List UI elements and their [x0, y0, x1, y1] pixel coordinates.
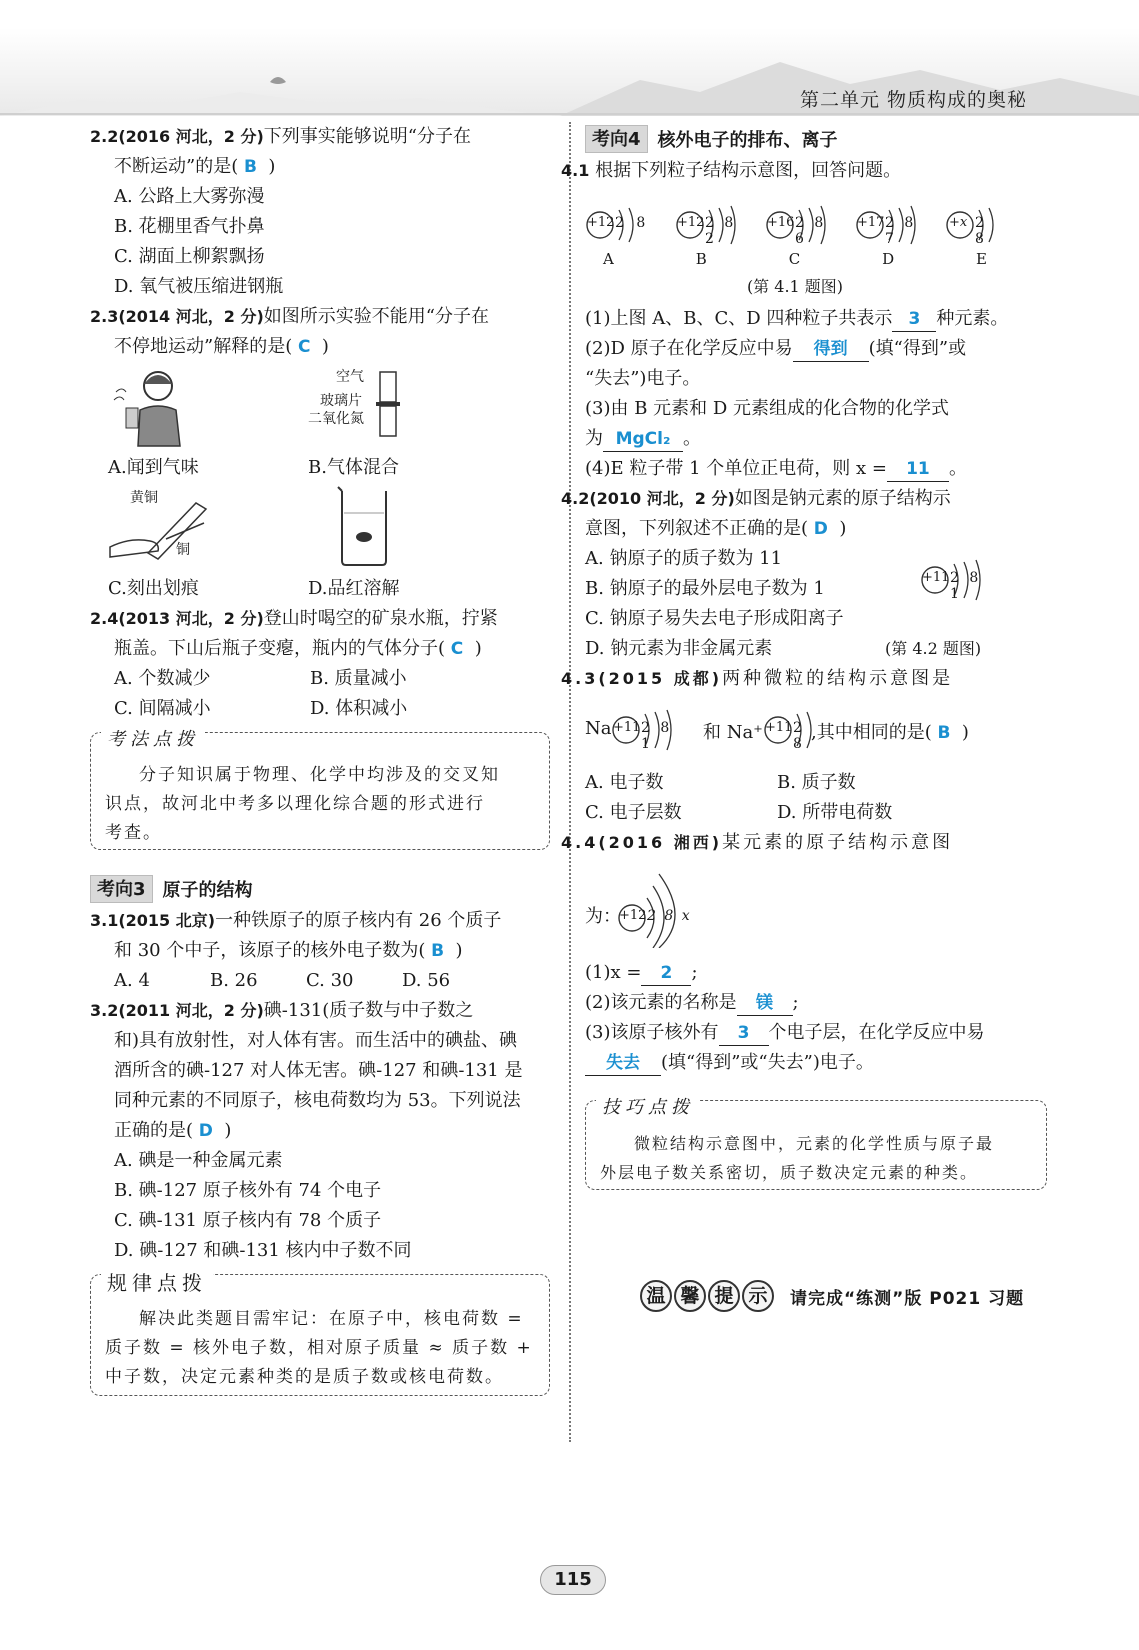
answer-blank: 2	[641, 961, 691, 986]
option: D. 所带电荷数	[777, 802, 893, 823]
atom-diagram	[855, 200, 935, 250]
sub-question: (3)由 B 元素和 D 元素组成的化合物的化学式	[585, 398, 950, 419]
option: B. 质子数	[777, 772, 856, 793]
sub-question: (3)该原子核外有	[585, 1022, 719, 1043]
sub-question: 。	[683, 428, 701, 449]
atom-diagram-x	[617, 862, 727, 948]
tip-line: 微粒结构示意图中，元素的化学性质与原子最	[634, 1134, 995, 1153]
answer-mark: C	[297, 337, 311, 357]
option: C. 30	[306, 970, 354, 991]
question-number: 3.1	[90, 911, 119, 930]
question-number: 2.2	[90, 127, 119, 146]
tip-line: 分子知识属于物理、化学中均涉及的交叉知	[139, 765, 500, 785]
option: B. 质量减小	[310, 668, 407, 689]
sub-question: ;	[691, 962, 698, 983]
question-source: (2015 北京)	[118, 911, 216, 930]
image-dissolve	[308, 483, 508, 574]
option-row	[90, 966, 550, 996]
q4-4-line1	[561, 828, 1047, 858]
reminder-chip: 温	[640, 1280, 672, 1312]
question-number: 4.1	[561, 161, 590, 180]
answer-mark: D	[198, 1121, 213, 1141]
atom-diagram	[675, 200, 755, 250]
nucleus-charge: +12	[619, 908, 647, 923]
option: A. 电子数	[585, 772, 664, 793]
option: D. 钠元素为非金属元素	[585, 638, 773, 659]
question-stem: 不停地运动”解释的是(	[114, 336, 293, 357]
question-number: 4.3	[561, 669, 599, 688]
option: D. 体积减小	[310, 698, 408, 719]
shell-electrons: 2 8 7	[885, 215, 917, 247]
shell-electrons: 2 8	[975, 215, 988, 247]
atom-shell-icon	[617, 862, 727, 948]
q2-4-line2	[90, 634, 550, 664]
question-stem: 酒所含的碘-127 对人体无害。碘-127 和碘-131 是	[114, 1060, 523, 1081]
tip-title: 考法点拨	[101, 725, 205, 751]
q4-2-line2	[585, 514, 1047, 544]
option: C. 钠原子易失去电子形成阳离子	[585, 608, 844, 629]
nucleus-charge: +11	[765, 720, 793, 735]
sub-question: (1)上图 A、B、C、D 四种粒子共表示	[585, 308, 893, 329]
caption: A.闻到气味	[108, 457, 199, 478]
label-brass: 黄铜	[130, 490, 158, 506]
question-stem: 如图是钠元素的原子结构示	[734, 488, 951, 509]
q4-4-sub3b	[585, 1048, 1047, 1078]
atom-label: E	[976, 250, 987, 268]
paren-close: )	[839, 518, 847, 539]
q2-4-line1	[90, 604, 550, 634]
sub-question: (填“得到”或“失去”)电子。	[661, 1052, 874, 1073]
answer-blank: 11	[887, 457, 949, 482]
unit-title: 第二单元 物质构成的奥秘	[799, 89, 1027, 111]
option: D. 氧气被压缩进钢瓶	[114, 276, 284, 297]
shell-electrons: 2 8 x	[647, 908, 692, 924]
image-smell	[108, 366, 308, 453]
question-source: (2011 河北，2 分)	[118, 1001, 264, 1020]
nucleus-charge: +11	[922, 570, 950, 585]
q3-2-line5	[90, 1116, 550, 1146]
atom-label: B	[695, 250, 707, 268]
option: A. 公路上大雾弥漫	[114, 186, 265, 207]
atom-diagram-na	[920, 552, 1000, 608]
shell-electrons: 2 8 1	[641, 720, 673, 752]
label-air: 空气	[336, 369, 364, 385]
question-stem: 和 30 个中子，该原子的核外电子数为(	[114, 940, 426, 961]
label-copper: 铜	[176, 542, 190, 558]
atom-diagram	[765, 200, 845, 250]
beaker-icon	[308, 483, 418, 569]
nucleus-charge: +17	[857, 215, 885, 230]
question-stem: ,其中相同的是(	[811, 722, 932, 743]
shell-electrons: 2 8 6	[795, 215, 827, 247]
tip-line: 识点，故河北中考多以理化综合题的形式进行	[105, 794, 485, 814]
atom-diagrams-row	[585, 200, 1005, 250]
question-stem: 如图所示实验不能用“分子在	[263, 306, 489, 327]
tip-box-method	[90, 729, 550, 850]
image-gas-mix	[308, 366, 508, 453]
sub-question: 种元素。	[936, 308, 1009, 329]
column-divider	[569, 122, 571, 1442]
shell-electrons: 2 8	[793, 720, 805, 752]
section-tag: 考向3	[90, 875, 153, 903]
q4-3-stem2	[811, 718, 969, 744]
q4-3-diagrams-line	[585, 698, 1047, 762]
shell-electrons: 2 8	[615, 215, 650, 231]
question-stem: 正确的是(	[114, 1120, 194, 1141]
atom-label: C	[788, 250, 801, 268]
tip-line: 解决此类题目需牢记：在原子中，核电荷数 =	[139, 1309, 524, 1329]
question-number: 2.4	[90, 609, 119, 628]
paren-close: )	[224, 1120, 232, 1141]
q4-4-diagram-line	[585, 858, 1047, 950]
scratching-plates-icon	[108, 483, 218, 569]
tip-box-skill	[585, 1097, 1047, 1190]
option-row	[90, 664, 550, 694]
paren-close: )	[268, 156, 276, 177]
na-ion-symbol: 和 Na⁺	[703, 722, 763, 743]
q2-3-caption-row1	[108, 453, 550, 483]
label-glass: 玻璃片	[320, 393, 362, 409]
paren-close: )	[321, 336, 329, 357]
question-stem: 一种铁原子的原子核内有 26 个质子	[215, 910, 502, 931]
q2-3-caption-row2	[108, 574, 550, 604]
tip-box-rule	[90, 1271, 550, 1396]
sub-question: “失去”)电子。	[585, 368, 701, 389]
q2-2-line2	[90, 152, 550, 182]
tip-line: 质子数 = 核外电子数，相对原子质量 ≈ 质子数 +	[105, 1338, 533, 1358]
nucleus-charge: +12	[587, 215, 615, 230]
nucleus-charge: +x	[949, 215, 968, 230]
answer-blank: 镁	[737, 991, 793, 1016]
nucleus-charge: +16	[767, 215, 795, 230]
option: B. 钠原子的最外层电子数为 1	[585, 578, 825, 599]
answer-blank: 3	[719, 1021, 769, 1046]
question-number: 4.2	[561, 489, 590, 508]
option: C. 湖面上柳絮飘扬	[114, 246, 265, 267]
question-number: 3.2	[90, 1001, 119, 1020]
question-stem: 和)具有放射性，对人体有害。而生活中的碘盐、碘	[114, 1030, 518, 1051]
na-symbol: Na	[585, 718, 612, 739]
q3-1-line2	[90, 936, 550, 966]
question-source: (2013 河北，2 分)	[118, 609, 264, 628]
answer-mark: B	[937, 723, 951, 743]
answer-mark: D	[813, 519, 828, 539]
question-stem: 碘-131(质子数与中子数之	[263, 1000, 474, 1021]
option: A. 钠原子的质子数为 11	[585, 548, 783, 569]
question-stem: 同种元素的不同原子，核电荷数均为 53。下列说法	[114, 1090, 521, 1111]
q2-3-images-row1	[108, 366, 550, 453]
q4-1-sub2	[585, 334, 1047, 364]
answer-blank: MgCl₂	[603, 427, 683, 452]
q4-4-sub1	[585, 958, 1047, 988]
shell-electrons: 2 8 2	[705, 215, 737, 247]
option: A. 4	[114, 970, 150, 991]
tip-line: 考查。	[105, 823, 162, 843]
atom-label: D	[882, 250, 895, 268]
option-row	[585, 798, 1047, 828]
tip-line: 中子数，决定元素种类的是质子数或核电荷数。	[105, 1367, 504, 1387]
section-title: 原子的结构	[162, 880, 253, 901]
paren-close: )	[961, 722, 969, 743]
question-source: (2016 湘西)	[598, 833, 723, 852]
question-stem: 根据下列粒子结构示意图，回答问题。	[595, 160, 902, 181]
q2-3-line1	[90, 302, 550, 332]
reminder-banner	[640, 1280, 1024, 1312]
sub-question: (2)该元素的名称是	[585, 992, 737, 1013]
sub-question: (1)x =	[585, 962, 642, 983]
caption: B.气体混合	[308, 457, 399, 478]
q3-1-line1	[90, 906, 550, 936]
paren-close: )	[455, 940, 463, 961]
tip-title: 规律点拨	[101, 1267, 213, 1296]
caption: C.刻出划痕	[108, 578, 199, 599]
person-smelling-icon	[108, 366, 198, 448]
q4-1-sub1	[585, 304, 1047, 334]
question-stem: 不断运动”的是(	[114, 156, 239, 177]
q2-3-line2	[90, 332, 550, 362]
q4-2-line1	[561, 484, 1047, 514]
option: D. 56	[402, 970, 451, 991]
question-source: (2016 河北，2 分)	[118, 127, 264, 146]
question-stem: 下列事实能够说明“分子在	[263, 126, 471, 147]
question-source: (2010 河北，2 分)	[589, 489, 735, 508]
question-stem: 两种微粒的结构示意图是	[722, 668, 954, 689]
answer-blank: 失去	[585, 1051, 661, 1076]
sub-question: 个电子层，在化学反应中易	[768, 1022, 985, 1043]
section-title: 核外电子的排布、离子	[657, 130, 838, 151]
tip-line: 外层电子数关系密切，质子数决定元素的种类。	[600, 1163, 979, 1182]
reminder-chip: 馨	[674, 1280, 706, 1312]
section-header-4	[585, 122, 1047, 156]
q4-4-sub3	[585, 1018, 1047, 1048]
atom-diagram	[585, 200, 665, 250]
reminder-chip: 示	[742, 1280, 774, 1312]
q4-1-line1	[561, 156, 1047, 186]
label-no2: 二氧化氮	[308, 411, 364, 427]
image-scratch	[108, 483, 308, 574]
q4-1-sub3b	[585, 424, 1047, 454]
tip-title: 技巧点拨	[596, 1093, 700, 1119]
answer-mark: C	[450, 639, 464, 659]
question-stem: 为：	[585, 906, 621, 927]
page-number: 115	[540, 1565, 606, 1595]
q4-1-sub4	[585, 454, 1047, 484]
sub-question: (2)D 原子在化学反应中易	[585, 338, 793, 359]
q4-3-line1	[561, 664, 1047, 694]
left-column	[90, 122, 550, 1396]
paren-close: )	[474, 638, 482, 659]
option: B. 花棚里香气扑鼻	[114, 216, 265, 237]
q2-2-line1	[90, 122, 550, 152]
sub-question: 为	[585, 428, 603, 449]
nucleus-charge: +12	[677, 215, 705, 230]
option: C. 碘-131 原子核内有 78 个质子	[114, 1210, 382, 1231]
question-number: 4.4	[561, 833, 599, 852]
caption: D.品红溶解	[308, 578, 400, 599]
sub-question: ;	[792, 992, 799, 1013]
option-row	[90, 694, 550, 724]
option: C. 间隔减小	[114, 698, 211, 719]
option-row	[585, 768, 1047, 798]
question-source: (2014 河北，2 分)	[118, 307, 264, 326]
question-number: 2.3	[90, 307, 119, 326]
question-stem: 瓶盖。下山后瓶子变瘪，瓶内的气体分子(	[114, 638, 446, 659]
atom-diagram-na	[611, 702, 691, 758]
sub-question: (填“得到”或	[868, 338, 967, 359]
atom-labels-row	[585, 250, 1005, 268]
q4-4-sub2	[585, 988, 1047, 1018]
option: D. 碘-127 和碘-131 核内中子数不同	[114, 1240, 412, 1261]
q3-2-line1	[90, 996, 550, 1026]
option: A. 碘是一种金属元素	[114, 1150, 283, 1171]
question-source: (2015 成都)	[598, 669, 723, 688]
question-stem: 意图，下列叙述不正确的是(	[585, 518, 809, 539]
sub-question: (4)E 粒子带 1 个单位正电荷，则 x =	[585, 458, 887, 479]
answer-mark: B	[243, 157, 257, 177]
atom-label: A	[603, 250, 614, 268]
right-column	[561, 122, 1047, 1190]
question-stem: 登山时喝空的矿泉水瓶，拧紧	[263, 608, 498, 629]
option: B. 26	[210, 970, 258, 991]
figure-caption: (第 4.1 题图)	[746, 277, 844, 296]
option: B. 碘-127 原子核外有 74 个电子	[114, 1180, 382, 1201]
reminder-text: 请完成“练测”版 P021 习题	[790, 1288, 1025, 1309]
answer-blank: 得到	[793, 337, 869, 362]
q4-2-options-block	[585, 544, 1047, 664]
header-rule	[0, 113, 1139, 115]
answer-mark: B	[431, 941, 445, 961]
option: C. 电子层数	[585, 802, 682, 823]
option: A. 个数减少	[114, 668, 211, 689]
figure-caption: (第 4.2 题图)	[885, 639, 982, 658]
atom-diagram	[945, 200, 1005, 250]
section-header-3	[90, 872, 550, 906]
reminder-chip: 提	[708, 1280, 740, 1312]
sub-question: 。	[948, 458, 967, 479]
section-tag: 考向4	[585, 125, 648, 153]
answer-blank: 3	[892, 307, 936, 332]
q2-3-images-row2	[108, 483, 550, 574]
nucleus-charge: +11	[613, 720, 641, 735]
shell-electrons: 2 8 1	[950, 570, 982, 602]
question-stem: 某元素的原子结构示意图	[722, 832, 954, 853]
